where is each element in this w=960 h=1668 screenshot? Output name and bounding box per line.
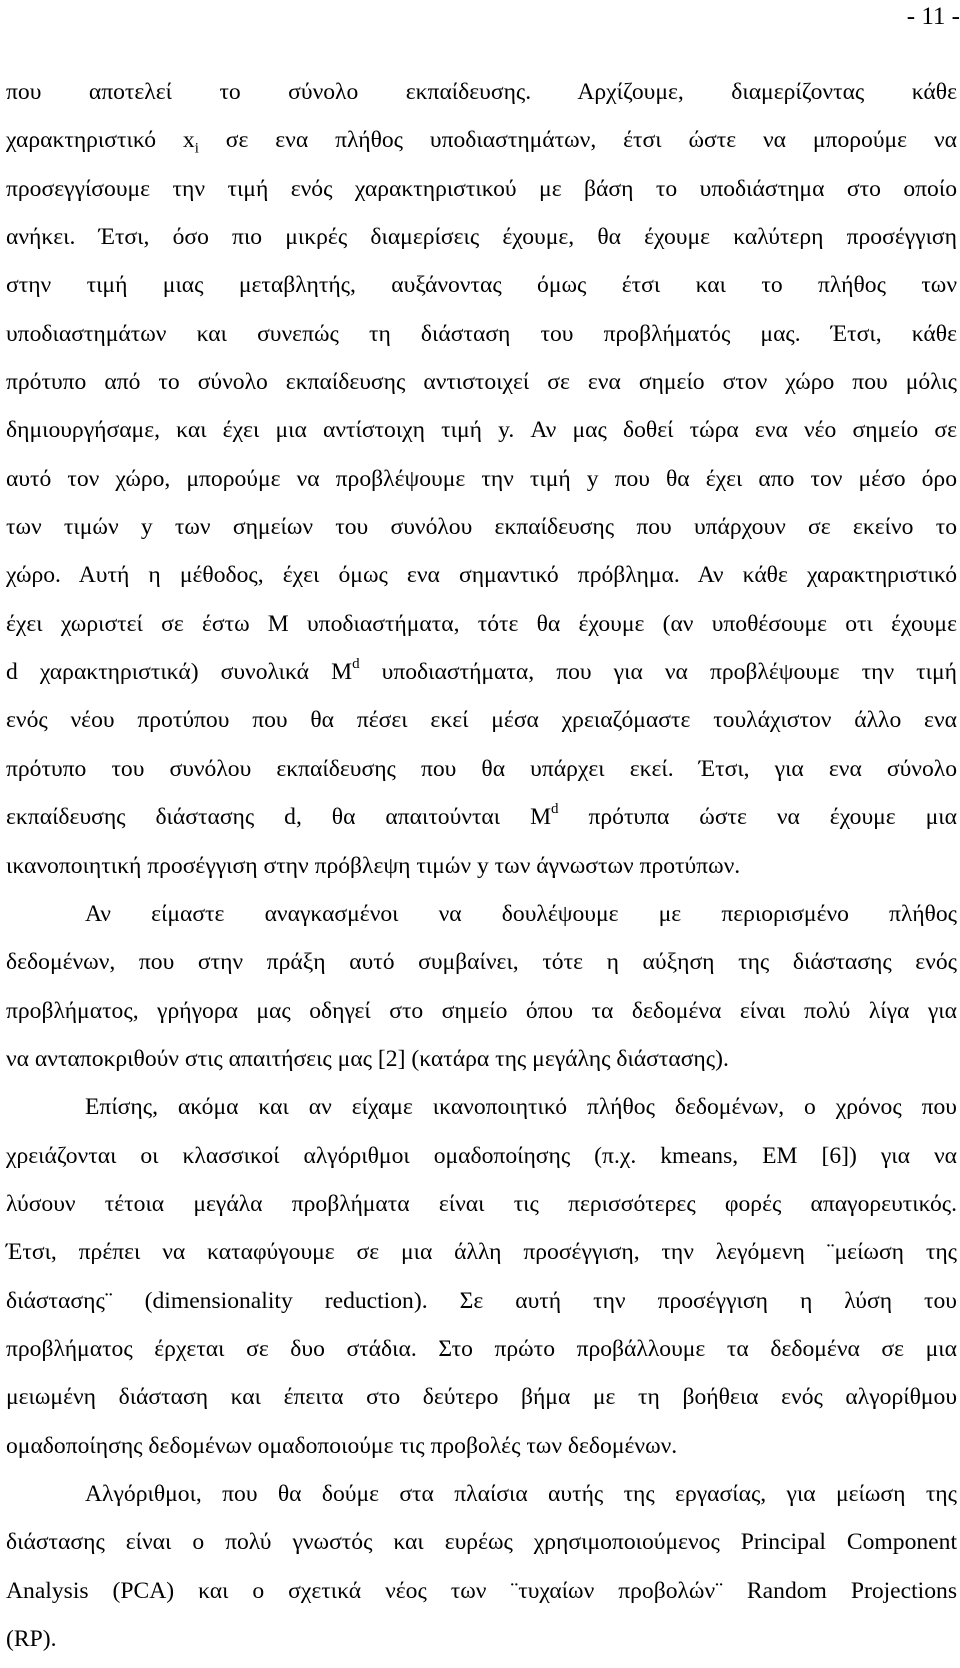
text-line: που αποτελεί το σύνολο εκπαίδευσης. Αρχίζουμε, διαμερίζοντας κάθε bbox=[6, 79, 957, 105]
paragraph-3 bbox=[6, 1088, 957, 1475]
document-body bbox=[6, 73, 957, 1668]
text-line: ικανοποιητική προσέγγιση στην πρόβλεψη τιμών y των άγνωστων προτύπων. bbox=[6, 852, 741, 879]
text-line: (RP). bbox=[6, 1626, 57, 1652]
text-line: υποδιαστημάτων και συνεπώς τη διάσταση του προβλήματός μας. Έτσι, κάθε bbox=[6, 320, 957, 347]
text-line: Έτσι, πρέπει να καταφύγουμε σε μια άλλη προσέγγιση, την λεγόμενη ¨μείωση της bbox=[6, 1239, 957, 1266]
text-line: προβλήματος έρχεται σε δυο στάδια. Στο πρώτο προβάλλουμε τα δεδομένα σε μια bbox=[6, 1335, 957, 1362]
superscript: d bbox=[551, 801, 559, 818]
text-line: αυτό τον χώρο, μπορούμε να προβλέψουμε την τιμή y που θα έχει απο τον μέσο όρο bbox=[6, 465, 957, 492]
text-fragment: d χαρακτηριστικά) συνολικά M bbox=[6, 659, 353, 686]
text-line: λύσουν τέτοια μεγάλα προβλήματα είναι τις περισσότερες φορές απαγορευτικός. bbox=[6, 1190, 957, 1217]
page-number: - 11 - bbox=[906, 3, 960, 30]
text-line bbox=[6, 798, 957, 846]
text-line: δεδομένων, που στην πράξη αυτό συμβαίνει, τότε η αύξηση της διάστασης ενός bbox=[6, 949, 957, 976]
text-line: πρότυπο του συνόλου εκπαίδευσης που θα υπάρχει εκεί. Έτσι, για ενα σύνολο bbox=[6, 755, 957, 782]
text-line: χρειάζονται οι κλασσικοί αλγόριθμοι ομαδοποίησης (π.χ. kmeans, EM [6]) για να bbox=[6, 1142, 957, 1169]
text-line: προσεγγίσουμε την τιμή ενός χαρακτηριστικού με βάση το υποδιάστημα στο οποίο bbox=[6, 175, 957, 202]
text-line: ενός νέου προτύπου που θα πέσει εκεί μέσα χρειαζόμαστε τουλάχιστον άλλο ενα bbox=[6, 707, 957, 734]
text-line: ανήκει. Έτσι, όσο πιο μικρές διαμερίσεις έχουμε, θα έχουμε καλύτερη προσέγγιση bbox=[6, 224, 957, 251]
text-fragment: σε ενα πλήθος υποδιαστημάτων, έτσι ώστε να μπορούμε να bbox=[198, 127, 957, 154]
superscript: d bbox=[352, 656, 360, 673]
text-line: πρότυπο από το σύνολο εκπαίδευσης αντιστοιχεί σε ενα σημείο στον χώρο που μόλις bbox=[6, 369, 957, 396]
text-line bbox=[6, 653, 957, 701]
text-fragment: χαρακτηριστικό x bbox=[6, 127, 195, 154]
text-line: στην τιμή μιας μεταβλητής, αυξάνοντας όμως έτσι και το πλήθος των bbox=[6, 272, 957, 299]
text-line bbox=[6, 121, 957, 169]
text-fragment: υποδιαστήματα, που για να προβλέψουμε την τιμή bbox=[359, 659, 958, 686]
text-line: να ανταποκριθούν στις απαιτήσεις μας [2] (κατάρα της μεγάλης διάστασης). bbox=[6, 1045, 729, 1072]
text-fragment: εκπαίδευσης διάστασης d, θα απαιτούνται M bbox=[6, 804, 552, 831]
paragraph-4 bbox=[6, 1475, 957, 1668]
paragraph-1 bbox=[6, 73, 957, 895]
text-line: των τιμών y των σημείων του συνόλου εκπαίδευσης που υπάρχουν σε εκείνο το bbox=[6, 514, 957, 541]
text-line: Αλγόριθμοι, που θα δούμε στα πλαίσια αυτής της εργασίας, για μείωση της bbox=[85, 1480, 957, 1507]
text-line: Επίσης, ακόμα και αν είχαμε ικανοποιητικό πλήθος δεδομένων, ο χρόνος που bbox=[85, 1094, 957, 1121]
text-line: χώρο. Αυτή η μέθοδος, έχει όμως ενα σημαντικό πρόβλημα. Αν κάθε χαρακτηριστικό bbox=[6, 562, 957, 589]
text-line: Analysis (PCA) και ο σχετικά νέος των ¨τυχαίων προβολών¨ Random Projections bbox=[6, 1577, 957, 1604]
paragraph-2 bbox=[6, 895, 957, 1088]
text-line: έχει χωριστεί σε έστω Μ υποδιαστήματα, τότε θα έχουμε (αν υποθέσουμε οτι έχουμε bbox=[6, 610, 957, 637]
text-line: διάστασης είναι ο πολύ γνωστός και ευρέως χρησιμοποιούμενος Principal Component bbox=[6, 1529, 957, 1556]
text-line: μειωμένη διάσταση και έπειτα στο δεύτερο βήμα με τη βοήθεια ενός αλγορίθμου bbox=[6, 1384, 957, 1411]
subscript: i bbox=[194, 141, 199, 158]
text-line: διάστασης¨ (dimensionality reduction). Σε αυτή την προσέγγιση η λύση του bbox=[6, 1287, 957, 1314]
text-fragment: πρότυπα ώστε να έχουμε μια bbox=[558, 804, 957, 831]
text-line: δημιουργήσαμε, και έχει μια αντίστοιχη τιμή y. Αν μας δοθεί τώρα ενα νέο σημείο σε bbox=[6, 417, 957, 444]
text-line: Αν είμαστε αναγκασμένοι να δουλέψουμε με περιορισμένο πλήθος bbox=[85, 900, 957, 927]
text-line: ομαδοποίησης δεδομένων ομαδοποιούμε τις προβολές των δεδομένων. bbox=[6, 1432, 678, 1459]
text-line: προβλήματος, γρήγορα μας οδηγεί στο σημείο όπου τα δεδομένα είναι πολύ λίγα για bbox=[6, 997, 957, 1024]
